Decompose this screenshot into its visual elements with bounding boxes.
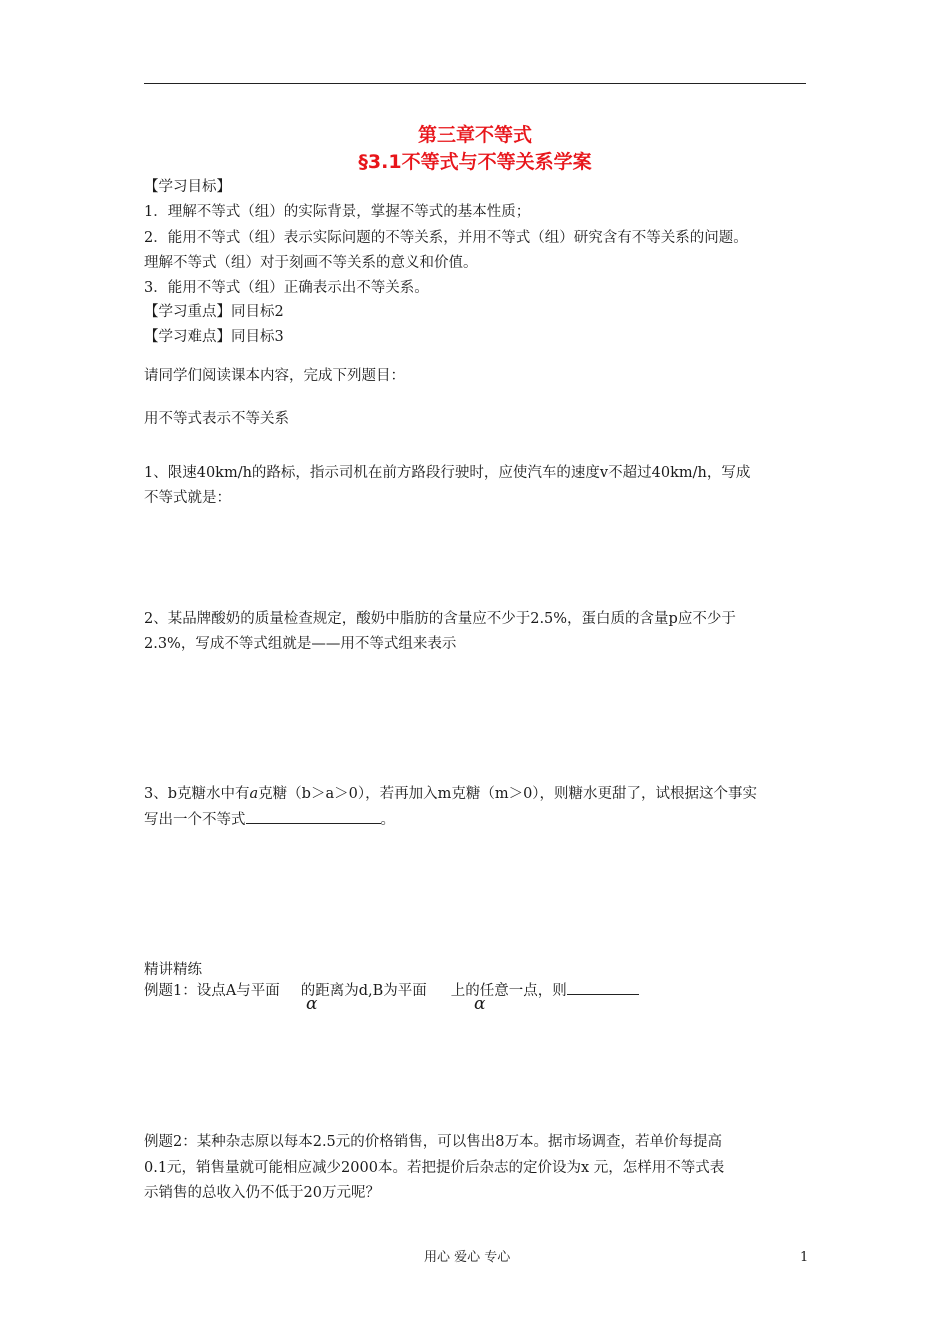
header-rule <box>144 83 806 84</box>
example-1-text-a: 例题1：设点A与平面 <box>144 983 280 999</box>
footer-text: 用心 爱心 专心 <box>424 1250 511 1265</box>
example-1-text-b: 的距离为d,B为平面 <box>300 983 427 999</box>
instruction: 请同学们阅读课本内容，完成下列题目： <box>144 368 405 384</box>
example-2-line-3: 示销售的总收入仍不低于20万元呢？ <box>144 1185 380 1201</box>
question-3-line-1 <box>144 784 808 804</box>
topic-heading: 用不等式表示不等关系 <box>144 411 289 427</box>
question-2-line-2: 2.3%，写成不等式组就是——用不等式组来表示 <box>144 636 457 652</box>
question-1-line-1: 1、限速40km/h的路标，指示司机在前方路段行驶时，应使汽车的速度v不超过40km/h，写成 <box>144 465 751 481</box>
example-1-text-c: 上的任意一点，则 <box>450 983 567 999</box>
objective-3: 3．能用不等式（组）正确表示出不等关系。 <box>144 280 429 296</box>
example-2-line-2: 0.1元，销售量就可能相应减少2000本。若把提价后杂志的定价设为x 元，怎样用不等式表 <box>144 1160 725 1176</box>
answer-blank-short[interactable] <box>567 980 639 995</box>
objective-2-line-2: 理解不等式（组）对于刻画不等关系的意义和价值。 <box>144 255 478 271</box>
question-3-text-a: 3、b克糖水中有 <box>144 786 250 802</box>
question-3-variable-a: a <box>249 786 259 802</box>
key-point: 【学习重点】同目标2 <box>144 304 284 320</box>
objective-1: 1．理解不等式（组）的实际背景，掌握不等式的基本性质； <box>144 204 531 220</box>
alpha-symbol-1: α <box>306 994 318 1014</box>
question-2-line-1: 2、某品牌酸奶的质量检查规定，酸奶中脂肪的含量应不少于2.5%，蛋白质的含量p应不少于 <box>144 611 736 627</box>
question-3-text-b: 克糖（b＞a＞0），若再加入m克糖（m＞0），则糖水更甜了，试根据这个事实 <box>258 786 758 802</box>
answer-blank[interactable] <box>246 809 381 824</box>
example-2-line-1: 例题2：某种杂志原以每本2.5元的价格销售，可以售出8万本。据市场调查，若单价每提高 <box>144 1134 723 1150</box>
section-title: §3.1不等式与不等关系学案 <box>358 151 592 173</box>
practice-heading: 精讲精练 <box>144 962 202 978</box>
page-number: 1 <box>800 1250 809 1265</box>
difficulty: 【学习难点】同目标3 <box>144 329 284 345</box>
question-3-text-d: 。 <box>380 812 395 828</box>
chapter-title: 第三章不等式 <box>417 124 532 146</box>
question-3-line-2 <box>144 809 808 830</box>
objective-2-line-1: 2．能用不等式（组）表示实际问题的不等关系，并用不等式（组）研究含有不等关系的问题。 <box>144 230 748 246</box>
alpha-symbol-2: α <box>474 994 486 1014</box>
objectives-heading: 【学习目标】 <box>144 179 231 195</box>
question-3-text-c: 写出一个不等式 <box>144 812 246 828</box>
question-1-line-2: 不等式就是： <box>144 490 231 506</box>
